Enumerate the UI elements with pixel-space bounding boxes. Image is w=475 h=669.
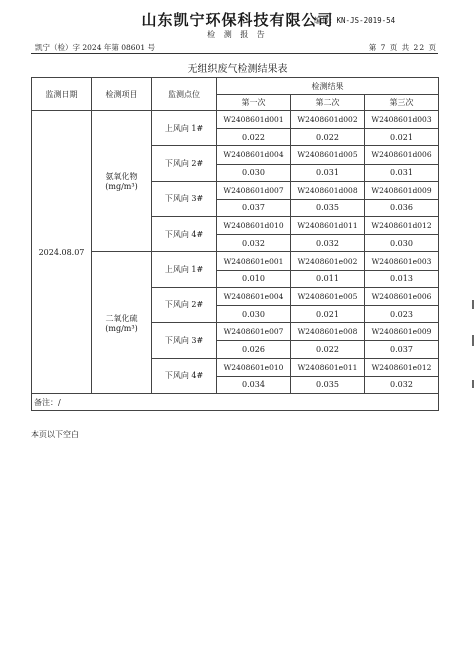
result-value: 0.035 [291, 199, 365, 216]
header-date: 监测日期 [32, 78, 92, 111]
scan-mark [472, 380, 474, 388]
monitor-point: 上风向 1# [152, 252, 217, 287]
table-title: 无组织废气检测结果表 [187, 64, 288, 75]
company-name: 山东凯宁环保科技有限公司 [141, 11, 334, 29]
document-code: 编号：KN-JS-2019-54 [314, 16, 396, 25]
monitor-point: 下风向 2# [152, 146, 217, 181]
report-number: 凯宁（检）字 2024 年第 08601 号 [35, 43, 155, 52]
result-value: 0.032 [365, 376, 439, 393]
test-item-name: 二氧化硫 [105, 313, 138, 323]
sample-code: W2408601e007 [217, 323, 291, 341]
result-value: 0.022 [291, 129, 365, 146]
header-run-2: 第二次 [291, 95, 365, 111]
result-value: 0.037 [365, 341, 439, 358]
result-value: 0.022 [291, 341, 365, 358]
result-value: 0.034 [217, 376, 291, 393]
sample-code: W2408601e003 [365, 252, 439, 270]
results-table [31, 77, 439, 411]
header-run-1: 第一次 [217, 95, 291, 111]
remark: 备注：/ [32, 394, 439, 411]
result-value: 0.021 [291, 305, 365, 322]
header-item: 检测项目 [92, 78, 152, 111]
test-item-unit: (mg/m³) [105, 182, 138, 192]
sample-code: W2408601d011 [291, 217, 365, 235]
result-value: 0.030 [365, 235, 439, 252]
result-value: 0.032 [291, 235, 365, 252]
result-value: 0.021 [365, 129, 439, 146]
monitor-point: 上风向 1# [152, 111, 217, 146]
test-item [92, 111, 152, 252]
result-value: 0.013 [365, 270, 439, 287]
sample-code: W2408601e006 [365, 287, 439, 305]
sample-code: W2408601d001 [217, 111, 291, 129]
result-value: 0.035 [291, 376, 365, 393]
sample-code: W2408601d007 [217, 181, 291, 199]
measure-date: 2024.08.07 [32, 111, 92, 394]
test-item-name: 氨氧化物 [105, 172, 138, 182]
sample-code: W2408601d002 [291, 111, 365, 129]
monitor-point: 下风向 2# [152, 287, 217, 322]
result-value: 0.030 [217, 164, 291, 181]
scan-mark [472, 300, 474, 309]
sample-code: W2408601d005 [291, 146, 365, 164]
monitor-point: 下风向 3# [152, 323, 217, 358]
header-run-3: 第三次 [365, 95, 439, 111]
sample-code: W2408601e010 [217, 358, 291, 376]
header-point: 监测点位 [152, 78, 217, 111]
sample-code: W2408601e011 [291, 358, 365, 376]
page-number: 第 7 页 共 22 页 [368, 43, 437, 52]
sample-code: W2408601e005 [291, 287, 365, 305]
monitor-point: 下风向 3# [152, 181, 217, 216]
report-subtitle: 检 测 报 告 [207, 30, 268, 39]
header-result: 检测结果 [217, 78, 439, 95]
result-value: 0.031 [291, 164, 365, 181]
blank-note: 本页以下空白 [31, 430, 79, 439]
sample-code: W2408601d010 [217, 217, 291, 235]
sample-code: W2408601e012 [365, 358, 439, 376]
sample-code: W2408601d003 [365, 111, 439, 129]
sample-code: W2408601d012 [365, 217, 439, 235]
sample-code: W2408601d008 [291, 181, 365, 199]
result-value: 0.030 [217, 305, 291, 322]
scan-mark [472, 335, 474, 346]
sample-code: W2408601d009 [365, 181, 439, 199]
result-value: 0.010 [217, 270, 291, 287]
test-item-unit: (mg/m³) [105, 323, 138, 333]
result-value: 0.032 [217, 235, 291, 252]
monitor-point: 下风向 4# [152, 358, 217, 393]
result-value: 0.011 [291, 270, 365, 287]
result-value: 0.036 [365, 199, 439, 216]
sample-code: W2408601d006 [365, 146, 439, 164]
test-item [92, 252, 152, 394]
sample-code: W2408601e002 [291, 252, 365, 270]
result-value: 0.026 [217, 341, 291, 358]
result-value: 0.023 [365, 305, 439, 322]
result-value: 0.022 [217, 129, 291, 146]
result-value: 0.031 [365, 164, 439, 181]
sample-code: W2408601d004 [217, 146, 291, 164]
sample-code: W2408601e001 [217, 252, 291, 270]
header-rule [31, 53, 438, 54]
sample-code: W2408601e009 [365, 323, 439, 341]
result-value: 0.037 [217, 199, 291, 216]
monitor-point: 下风向 4# [152, 217, 217, 252]
sample-code: W2408601e008 [291, 323, 365, 341]
sample-code: W2408601e004 [217, 287, 291, 305]
